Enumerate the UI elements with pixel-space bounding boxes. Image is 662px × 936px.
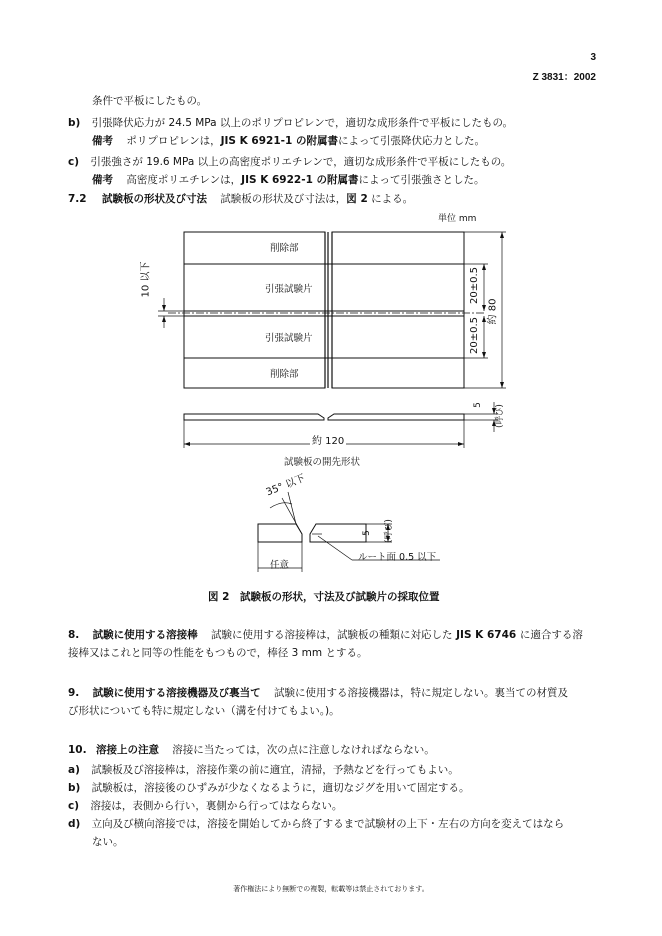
- section-number: 10.: [68, 744, 87, 756]
- groove-right-plate: [310, 524, 366, 542]
- note-label: 備考: [92, 135, 113, 147]
- list-item-c: [68, 799, 342, 813]
- figure-reference: 図 2: [346, 193, 368, 205]
- section-text: 試験に使用する溶接機器は，特に規定しない。裏当ての材質及: [273, 687, 568, 699]
- list-item-d-continuation: ない。: [92, 836, 124, 848]
- section-10: [68, 742, 435, 757]
- section-text-tail: に適合する溶: [519, 629, 583, 641]
- section-number: 8.: [68, 629, 80, 641]
- note-text: 高密度ポリエチレンは，: [126, 174, 242, 186]
- figure-caption: 図 2 試験板の形状，寸法及び試験片の採取位置: [208, 591, 440, 603]
- section-number: 9.: [68, 687, 80, 699]
- section-text: 試験板の形状及び寸法は，: [220, 193, 347, 205]
- section-number: 7.2: [68, 193, 87, 205]
- copyright-footer: 著作権法により無断での複製，転載等は禁止されております。: [233, 885, 429, 893]
- list-marker: b): [68, 782, 81, 794]
- jis-reference: JIS K 6922-1: [241, 174, 313, 186]
- list-text: 引張強さが 19.6 MPa 以上の高密度ポリエチレンで，適切な成形条件で平板にしたもの。: [90, 156, 512, 168]
- arbitrary-label: 任意: [270, 560, 290, 571]
- note-text-tail: によって引張降伏応力とした。: [337, 135, 485, 147]
- top-cut-label: 削除部: [270, 243, 299, 254]
- dimension-20b: 20±0.5: [469, 316, 481, 355]
- bottom-cut-label: 削除部: [270, 369, 299, 380]
- section-title: 試験に使用する溶接機器及び裏当て: [92, 687, 261, 699]
- annex-label: の附属書: [312, 174, 359, 186]
- dimension-20a: 20±0.5: [469, 266, 481, 305]
- note-label: 備考: [92, 174, 113, 186]
- section-title: 試験に使用する溶接棒: [92, 629, 198, 641]
- groove-left-plate: [258, 524, 302, 542]
- page-number: 3: [590, 52, 596, 63]
- list-marker: a): [68, 764, 80, 776]
- list-item-d: [68, 817, 564, 831]
- section-text: 試験に使用する溶接棒は，試験板の種類に対応した: [210, 629, 453, 641]
- note-text-tail: によって引張強さとした。: [358, 174, 485, 186]
- groove-thickness: 5: [361, 530, 372, 536]
- plate-right-half: [332, 232, 464, 388]
- list-marker: c): [68, 156, 80, 168]
- section-text: 溶接に当たっては，次の点に注意しなければならない。: [172, 744, 435, 756]
- angle-dimension: 35° 以下: [264, 472, 307, 499]
- section-title: 溶接上の注意: [95, 744, 159, 756]
- list-text: 試験板及び溶接棒は，溶接作業の前に適宜，清掃，予熱などを行ってもよい。: [91, 764, 459, 776]
- paragraph-continuation: 条件で平板にしたもの。: [92, 95, 208, 107]
- list-text: 溶接は，表側から行い，裏側から行ってはならない。: [90, 800, 343, 812]
- jis-reference: JIS K 6921-1: [220, 135, 293, 147]
- list-marker: c): [68, 800, 80, 812]
- thickness-note: (呼び): [494, 404, 505, 428]
- section-9: [68, 685, 568, 700]
- list-item-b: [68, 781, 469, 795]
- groove-thickness-note: (呼び): [383, 519, 394, 543]
- gap-dimension: 10 以下: [140, 261, 152, 298]
- section-9-line2: び形状についても特に規定しない（溝を付けてもよい。)。: [68, 705, 340, 717]
- root-face-label: ルート面 0.5 以下: [358, 552, 437, 563]
- section-8-line2: 接棒又はこれと同等の性能をもつもので，棒径 3 mm とする。: [68, 647, 368, 659]
- specimen-label-2: 引張試験片: [265, 333, 313, 344]
- list-marker: d): [68, 818, 81, 830]
- section-8: [68, 627, 583, 642]
- list-text: 立向及び横向溶接では，溶接を開始してから終了するまで試験材の上下・左右の方向を変えてはなら: [91, 818, 565, 830]
- list-marker: b): [68, 117, 81, 129]
- unit-label: 単位 mm: [438, 214, 477, 224]
- width-dimension: 約 120: [310, 432, 346, 447]
- groove-caption: 試験板の開先形状: [284, 457, 361, 468]
- specimen-label-1: 引張試験片: [265, 284, 313, 295]
- list-text: 試験板は，溶接後のひずみが少なくなるように，適切なジグを用いて固定する。: [91, 782, 470, 794]
- thickness-dimension: 5: [472, 402, 483, 408]
- section-text-tail: による。: [367, 193, 414, 205]
- standard-code: Z 3831：2002: [532, 72, 596, 83]
- section-title: 試験板の形状及び寸法: [101, 193, 207, 205]
- list-item-a: [68, 763, 459, 777]
- plate-left-half: [184, 232, 325, 388]
- jis-reference: JIS K 6746: [452, 629, 520, 641]
- annex-label: の附属書: [292, 135, 338, 147]
- list-text: 引張降伏応力が 24.5 MPa 以上のポリプロピレンで，適切な成形条件で平板にしたもの。: [91, 117, 514, 129]
- note-text: ポリプロピレンは，: [126, 135, 221, 147]
- height-dimension: 約 80: [487, 298, 499, 325]
